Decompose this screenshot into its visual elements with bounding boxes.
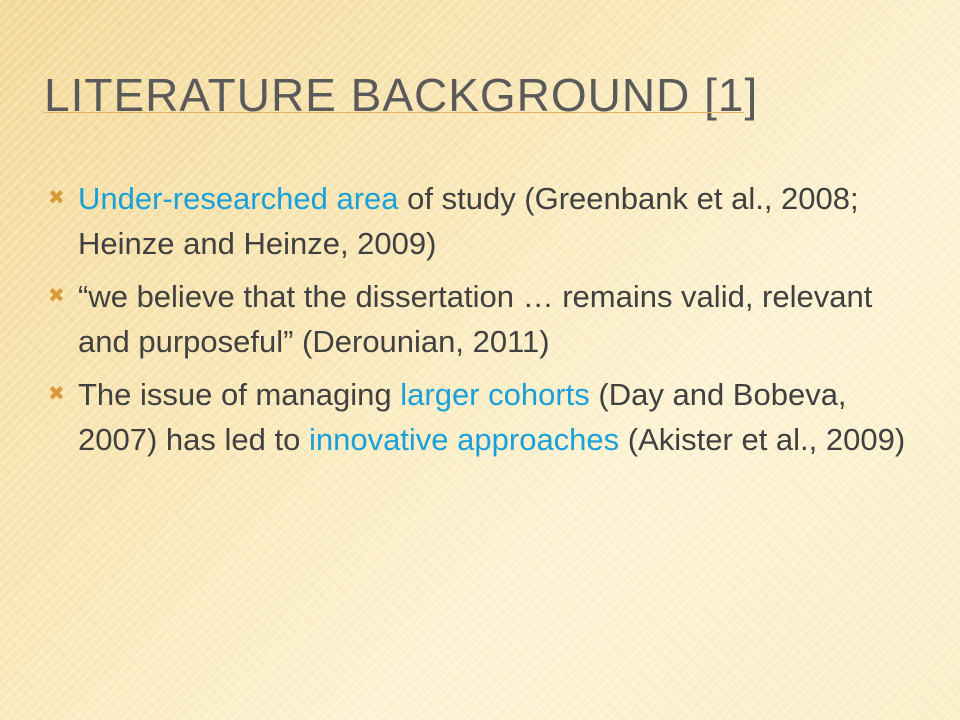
title-underline: [44, 112, 744, 113]
bullet-item: [48, 372, 928, 462]
bullet-text: (Akister et al., 2009): [619, 422, 906, 457]
bullet-text-highlight: Under-researched area: [78, 181, 399, 216]
bullet-text: of study (Greenbank et al., 2008; Heinze and Heinze, 2009): [78, 181, 859, 261]
bullet-list: [48, 176, 928, 470]
bullet-text-highlight: innovative approaches: [308, 422, 620, 457]
bullet-item: [48, 176, 928, 266]
x-bullet-icon: ✖: [48, 285, 65, 307]
bullet-item: [48, 274, 928, 364]
x-bullet-icon: ✖: [48, 187, 65, 209]
bullet-text: The issue of managing: [78, 377, 401, 412]
bullet-text-highlight: larger cohorts: [400, 377, 590, 412]
bullet-text: (Day and Bobeva, 2007) has led to: [78, 377, 847, 457]
bullet-text: “we believe that the dissertation … remains valid, relevant and purposeful” (Derounian, 2011): [78, 279, 873, 359]
x-bullet-icon: ✖: [48, 383, 65, 405]
slide-title: LITERATURE BACKGROUND [1]: [44, 69, 759, 121]
